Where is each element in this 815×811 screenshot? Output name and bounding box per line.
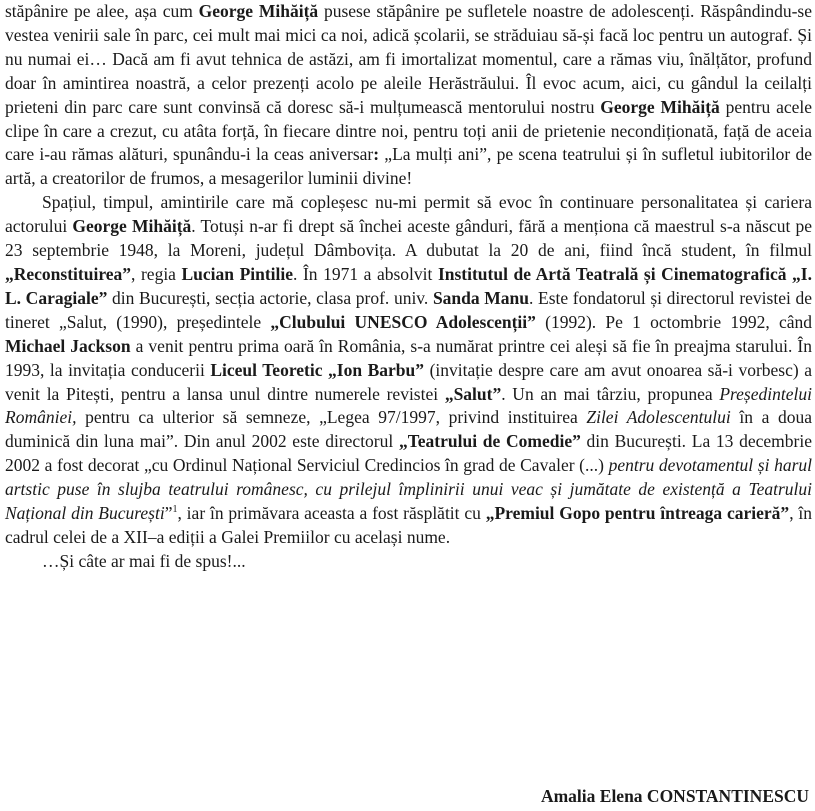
article-paragraph bbox=[5, 0, 812, 191]
text-run: în a doua duminică din luna mai”. Din anul 2002 este directorul bbox=[5, 407, 812, 452]
bold-text-run: „Salut” bbox=[444, 383, 502, 404]
article-paragraphs bbox=[5, 0, 812, 550]
text-run: a venit pentru prima oară în România, s-a numărat printre cei aleși să fie în preajma starului. În 1993, la invitația conducerii bbox=[5, 335, 812, 380]
text-run: . Este fondatorul și directorul revistei de tineret „Salut, (1990), președintele bbox=[5, 287, 812, 332]
text-run: , regia bbox=[131, 263, 182, 284]
bold-text-run: „Premiul Gopo pentru întreaga carieră” bbox=[485, 503, 790, 524]
author-signature: Amalia Elena CONSTANTINESCU bbox=[540, 786, 809, 806]
text-run: . Un an mai târziu, propunea bbox=[501, 383, 720, 404]
bold-text-run: George Mihăiță bbox=[198, 1, 319, 21]
closing-line: …Și câte ar mai fi de spus!... bbox=[42, 550, 246, 571]
text-run: pusese stăpânire pe sufletele noastre de adolescenți. Răspândindu-se vestea venirii sale în parc, cei mult mai mici ca noi, adică școlarii, se străduiau să-și facă loc pentru un autograf. Și nu numai ei… Dacă am fi avut tehnica de astăzi, am fi imortalizat momentul, care a rămas viu, înălțător, profund doar în amintirea noastră, a celor prezenți acolo pe aleile Herăstrăului. Îl evoc acum, aici, cu gândul la ceilalți prieteni din parc care sunt convinsă că doresc să-i mulțumească mentorului nostru bbox=[5, 1, 813, 117]
bold-text-run: Lucian Pintilie bbox=[181, 263, 294, 284]
bold-text-run: Institutul de Artă Teatrală și Cinematografică „I. L. Caragiale” bbox=[5, 263, 812, 308]
article-body bbox=[5, 0, 812, 574]
text-run: din București. La 13 decembrie 2002 a fost decorat „cu Ordinul Național Serviciul Credincios în grad de Cavaler (...) bbox=[5, 431, 813, 476]
article-paragraph bbox=[5, 191, 812, 550]
text-run: pentru acele clipe în care a crezut, cu atâta forță, în fiecare dintre noi, pentru toți anii de prietenie necondiționată, față de aceia care i-au rămas alături, spunându-i la ceas aniversar bbox=[5, 96, 813, 165]
text-run: pentru ca ulterior să semneze, „Legea 97/1997, privind instituirea bbox=[76, 407, 587, 428]
text-run: „La mulți ani”, pe scena teatrului și în sufletul iubitorilor de artă, a creatorilor de frumos, a mesagerilor luminii divine! bbox=[5, 144, 812, 189]
bold-text-run: „Reconstituirea” bbox=[5, 263, 132, 284]
bold-text-run: „Clubului UNESCO Adolescenții” bbox=[270, 311, 536, 332]
text-run: din București, secția actorie, clasa prof. univ. bbox=[107, 287, 433, 308]
bold-text-run: : bbox=[373, 144, 380, 165]
text-run: ” bbox=[164, 503, 173, 524]
bold-text-run: Michael Jackson bbox=[5, 335, 131, 356]
italic-text-run: Zilei Adolescentului bbox=[586, 407, 731, 428]
text-run: . În 1971 a absolvit bbox=[293, 263, 438, 284]
bold-text-run: Sanda Manu bbox=[432, 287, 530, 308]
bold-text-run: George Mihăiță bbox=[72, 216, 192, 237]
text-run: Spațiul, timpul, amintirile care mă copleșesc nu-mi permit să evoc în continuare personalitatea și cariera actorului bbox=[5, 192, 812, 237]
bold-text-run: Liceul Teoretic „Ion Barbu” bbox=[210, 359, 425, 380]
text-run: (invitație despre care am avut onoarea să-i vorbesc) a venit la Pitești, pentru a lansa unul dintre numerele revistei bbox=[5, 359, 813, 404]
italic-text-run: Președintelui României, bbox=[5, 383, 812, 428]
text-run: . Totuși n-ar fi drept să închei aceste gânduri, fără a menționa că maestrul s-a născut pe 23 septembrie 1948, la Moreni, județul Dâmbovița. A dubutat la 20 de ani, fiind încă student, în filmul bbox=[5, 216, 813, 261]
text-run: (1992). Pe 1 octombrie 1992, când bbox=[535, 311, 813, 332]
bold-text-run: George Mihăiță bbox=[600, 96, 720, 117]
text-run: , iar în primăvara aceasta a fost răsplătit cu bbox=[177, 503, 486, 524]
text-run: , în cadrul celei de a XII–a ediții a Galei Premiilor cu același nume. bbox=[5, 503, 812, 547]
bold-text-run: „Teatrului de Comedie” bbox=[398, 431, 581, 452]
footnote-marker: 1 bbox=[172, 504, 178, 516]
text-run: stăpânire pe alee, așa cum bbox=[5, 1, 199, 21]
italic-text-run: pentru devotamentul și harul artstic puse în slujba teatrului românesc, cu prilejul împlinirii unui veac și jumătate de existență a Teatrului Național din București bbox=[5, 455, 812, 524]
